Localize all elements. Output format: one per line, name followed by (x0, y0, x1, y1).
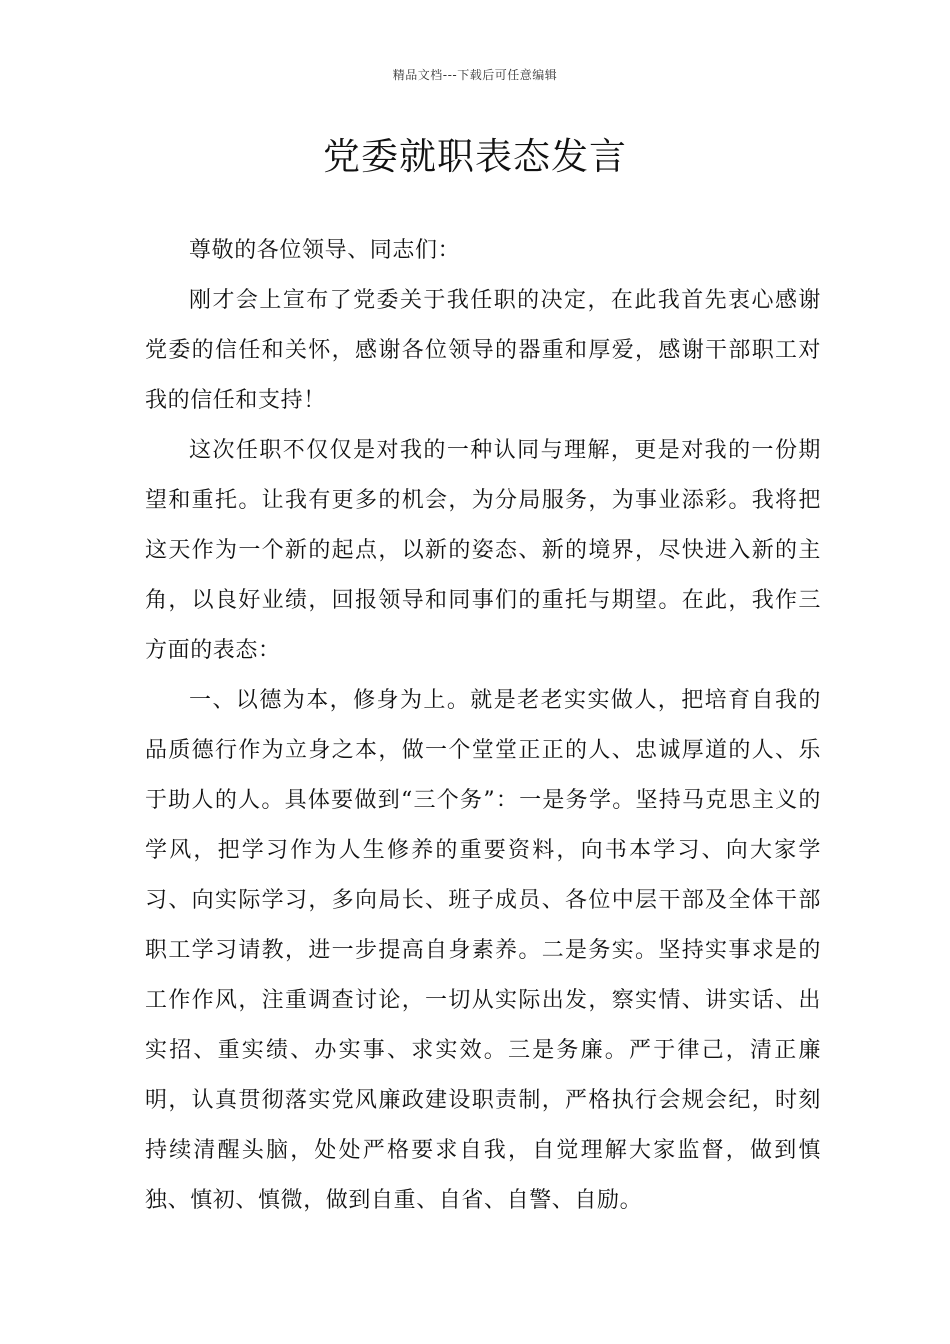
document-title: 党委就职表态发言 (323, 135, 627, 178)
document-body (145, 226, 821, 1226)
salutation-paragraph: 尊敬的各位领导、同志们： (189, 238, 461, 263)
header-note: 精品文档---下载后可任意编辑 (392, 68, 558, 82)
body-paragraph: 刚才会上宣布了党委关于我任职的决定，在此我首先衷心感谢党委的信任和关怀，感谢各位领导的器重和厚爱，感谢干部职工对我的信任和支持！ (145, 288, 821, 413)
body-paragraph: 一、以德为本，修身为上。就是老老实实做人，把培育自我的品质德行作为立身之本，做一个堂堂正正的人、忠诚厚道的人、乐于助人的人。具体要做到“三个务”：一是务学。坚持马克思主义的学风，把学习作为人生修养的重要资料，向书本学习、向大家学习、向实际学习，多向局长、班子成员、各位中层干部及全体干部职工学习请教，进一步提高自身素养。二是务实。坚持实事求是的工作作风，注重调查讨论，一切从实际出发，察实情、讲实话、出实招、重实绩、办实事、求实效。三是务廉。严于律己，清正廉明，认真贯彻落实党风廉政建设职责制，严格执行会规会纪，时刻持续清醒头脑，处处严格要求自我，自觉理解大家监督，做到慎独、慎初、慎微，做到自重、自省、自警、自励。 (145, 688, 821, 1213)
body-paragraph: 这次任职不仅仅是对我的一种认同与理解，更是对我的一份期望和重托。让我有更多的机会，为分局服务，为事业添彩。我将把这天作为一个新的起点，以新的姿态、新的境界，尽快进入新的主角，以良好业绩，回报领导和同事们的重托与期望。在此，我作三方面的表态： (145, 438, 821, 663)
